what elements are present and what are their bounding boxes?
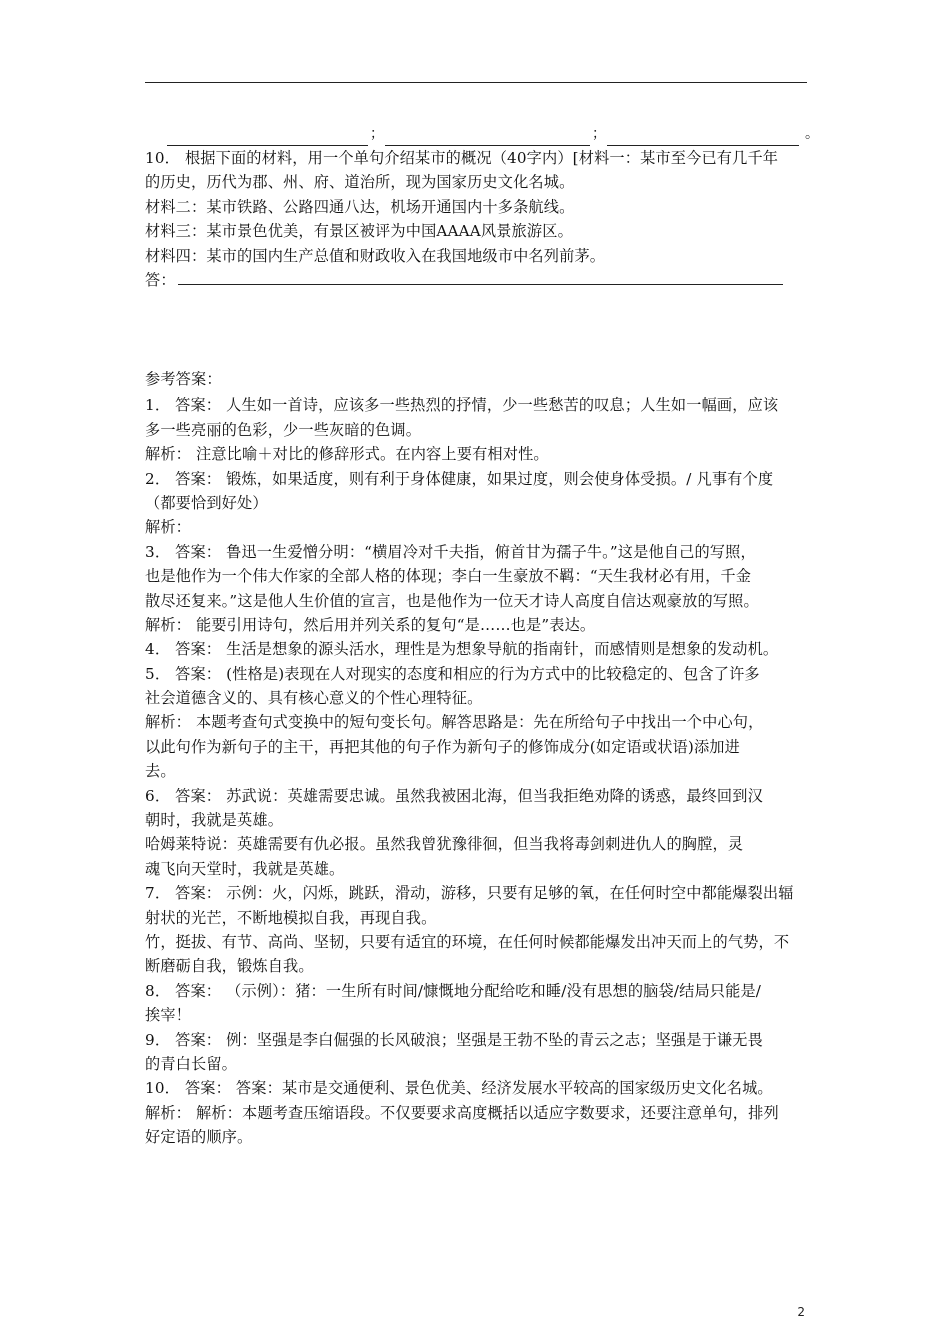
answer-line: 也是他作为一个伟大作家的全部人格的体现；李白一生豪放不羁：“天生我材必有用，千金	[145, 567, 752, 586]
answer-line: 7． 答案： 示例：火，闪烁，跳跃，滑动，游移，只要有足够的氧，在任何时空中都能爆裂出辐	[145, 884, 794, 903]
question-line: 材料三：某市景色优美，有景区被评为中国AAAA风景旅游区。	[145, 222, 573, 241]
answer-line: 散尽还复来。”这是他人生价值的宣言，也是他作为一位天才诗人高度自信达观豪放的写照。	[145, 591, 759, 610]
answer-line: 10． 答案： 答案：某市是交通便利、景色优美、经济发展水平较高的国家级历史文化名城。	[145, 1079, 773, 1098]
answer-line: 1． 答案： 人生如一首诗，应该多一些热烈的抒情，少一些愁苦的叹息；人生如一幅画，应该	[145, 396, 779, 415]
answer-line: 多一些亮丽的色彩，少一些灰暗的色调。	[145, 420, 422, 439]
question-line: 材料四：某市的国内生产总值和财政收入在我国地级市中名列前茅。	[145, 246, 606, 265]
answer-line: 哈姆莱特说：英雄需要有仇必报。虽然我曾犹豫徘徊，但当我将毒剑刺进仇人的胸膛，灵	[145, 835, 744, 854]
answer-line: 2． 答案： 锻炼，如果适度，则有利于身体健康，如果过度，则会使身体受损。/ 凡事有个度	[145, 469, 774, 488]
answer-line: 解析： 解析：本题考查压缩语段。不仅要要求高度概括以适应字数要求，还要注意单句，排列	[145, 1103, 779, 1122]
top-rule	[145, 82, 807, 83]
blank-separator-1: ；	[370, 126, 384, 142]
answer-line: 4． 答案： 生活是想象的源头活水，理性是为想象导航的指南针，而感情则是想象的发动机。	[145, 640, 779, 659]
answers-heading: 参考答案：	[145, 370, 222, 388]
blank-separator-2: ；	[592, 126, 606, 142]
answer-label: 答：	[145, 270, 176, 289]
reference-answers	[145, 367, 815, 1150]
blank-end-mark: 。	[805, 126, 819, 142]
answer-line: 9． 答案： 例：坚强是李白倔强的长风破浪；坚强是王勃不坠的青云之志；坚强是于谦无畏	[145, 1030, 763, 1049]
answer-line: 8． 答案： （示例）：猪：一生所有时间/慷慨地分配给吃和睡/没有思想的脑袋/结局只能是/	[145, 981, 762, 1000]
page-number: 2	[797, 1305, 805, 1319]
answer-line: 射状的光芒，不断地模拟自我，再现自我。	[145, 908, 437, 927]
answer-line: 去。	[145, 762, 176, 781]
answer-line: 社会道德含义的、具有核心意义的个性心理特征。	[145, 689, 483, 708]
answer-line: 解析： 能要引用诗句，然后用并列关系的复句“是……也是”表达。	[145, 615, 596, 634]
answer-line: 3． 答案： 鲁迅一生爱憎分明：“横眉冷对千夫指，俯首甘为孺子牛。”这是他自己的写照，	[145, 542, 756, 561]
answer-row	[145, 268, 815, 292]
answer-line: （都要恰到好处）	[145, 493, 268, 512]
answer-blank-line[interactable]	[178, 283, 783, 285]
answer-line: 6． 答案： 苏武说：英雄需要忠诚。虽然我被困北海，但当我拒绝劝降的诱惑，最终回到汉	[145, 786, 763, 805]
answer-line: 断磨砺自我，锻炼自我。	[145, 957, 314, 976]
answer-line: 的青白长留。	[145, 1054, 238, 1073]
answer-line: 竹，挺拔、有节、高尚、坚韧，只要有适宜的环境，在任何时候都能爆发出冲天而上的气势，不	[145, 932, 790, 951]
answer-line: 解析： 本题考查句式变换中的短句变长句。解答思路是：先在所给句子中找出一个中心句，	[145, 713, 764, 732]
answer-line: 挨宰！	[145, 1006, 192, 1025]
answer-line: 以此句作为新句子的主干，再把其他的句子作为新句子的修饰成分(如定语或状语)添加进	[145, 737, 740, 756]
answer-line: 5． 答案： (性格是)表现在人对现实的态度和相应的行为方式中的比较稳定的、包含了许多	[145, 664, 760, 683]
answer-line: 朝时，我就是英雄。	[145, 811, 284, 830]
answer-line: 魂飞向天堂时，我就是英雄。	[145, 859, 345, 878]
question-line: 10． 根据下面的材料，用一个单句介绍某市的概况（40字内）[材料一：某市至今已有几千年	[145, 149, 779, 167]
question-10	[145, 146, 815, 292]
fill-in-blanks-row	[145, 124, 825, 146]
answer-line: 解析： 注意比喻＋对比的修辞形式。在内容上要有相对性。	[145, 445, 549, 464]
question-line: 的历史，历代为郡、州、府、道治所，现为国家历史文化名城。	[145, 173, 575, 192]
answer-line: 好定语的顺序。	[145, 1128, 253, 1147]
question-line: 材料二：某市铁路、公路四通八达，机场开通国内十多条航线。	[145, 197, 575, 216]
answer-line: 解析：	[145, 518, 192, 537]
